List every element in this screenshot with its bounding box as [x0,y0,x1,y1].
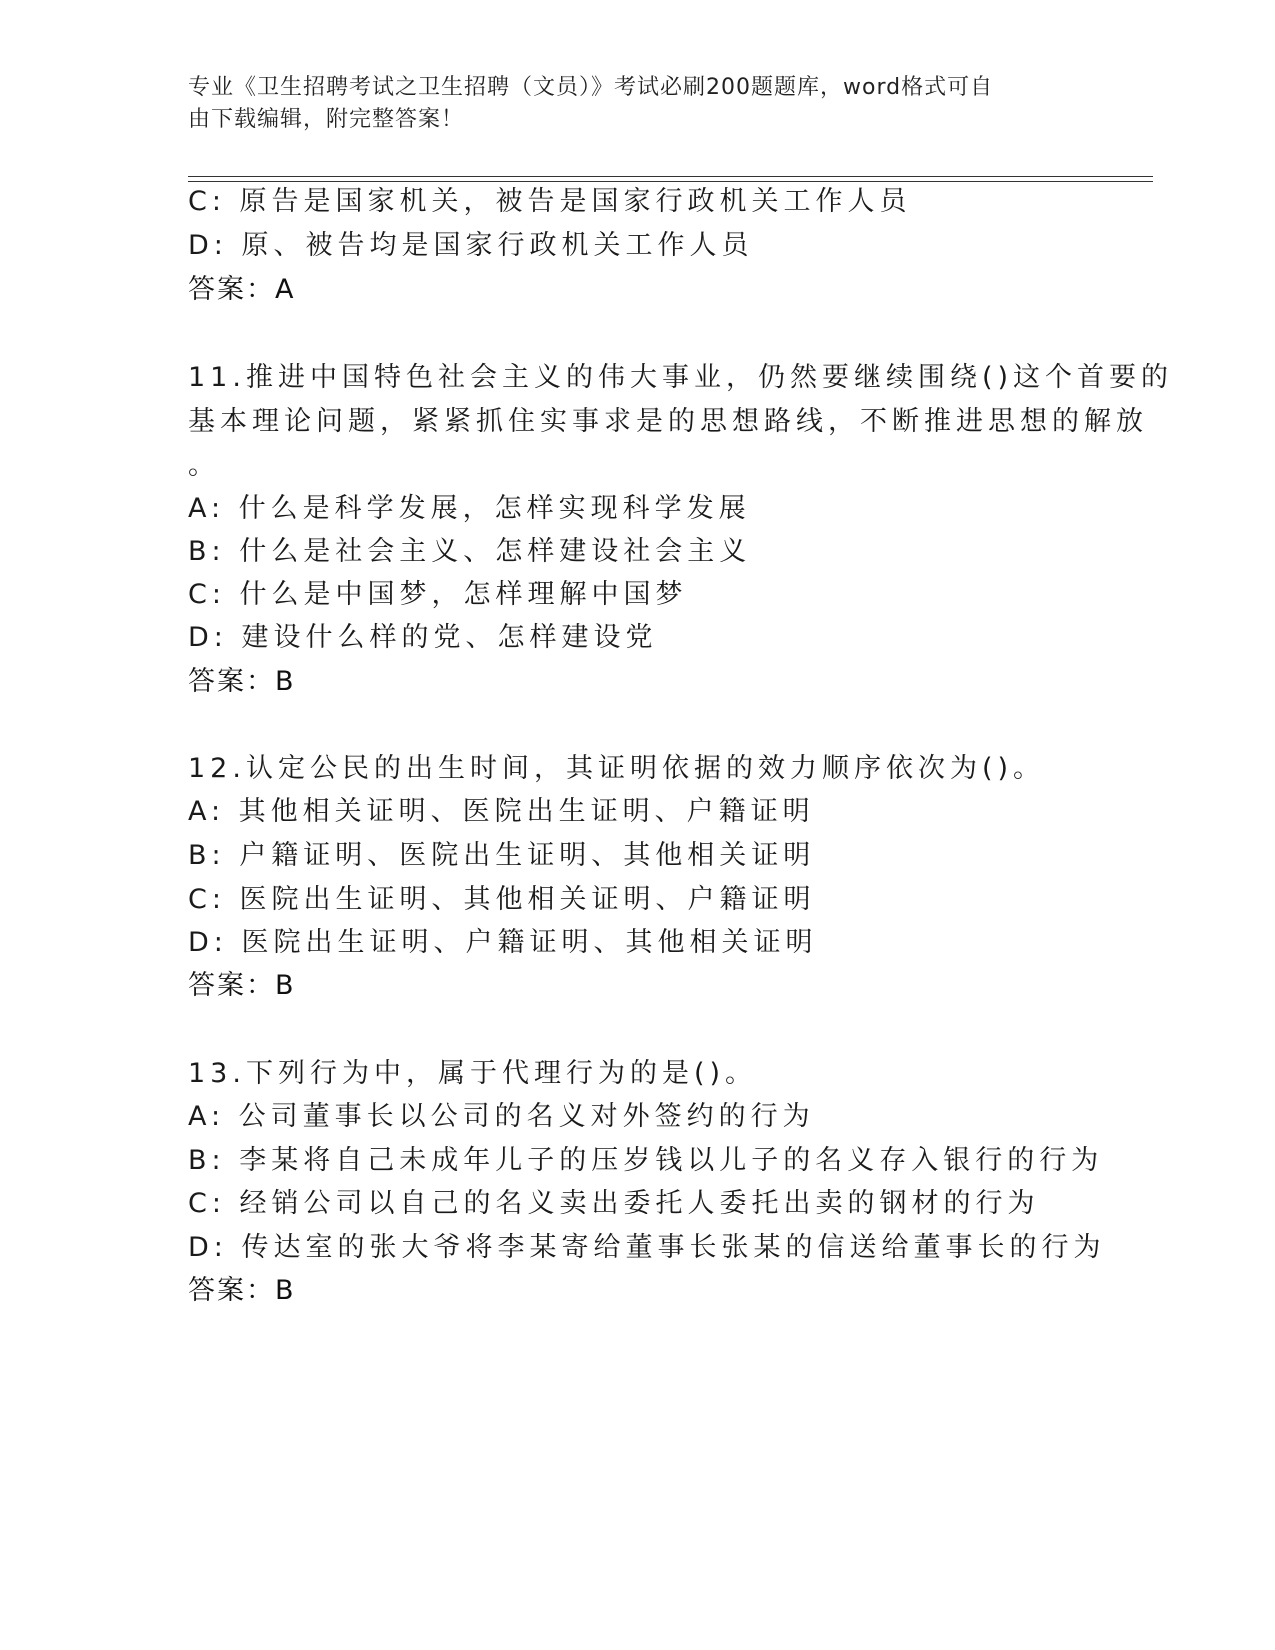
header-line-1: 专业《卫生招聘考试之卫生招聘（文员）》考试必刷200题题库，word格式可自 [188,75,994,100]
q12-option-c: C: 医院出生证明、其他相关证明、户籍证明 [188,884,816,915]
q11-option-d: D: 建设什么样的党、怎样建设党 [188,622,658,653]
q13-option-c: C: 经销公司以自己的名义卖出委托人委托出卖的钢材的行为 [188,1188,1040,1219]
q11-option-a: A: 什么是科学发展，怎样实现科学发展 [188,493,751,524]
q13-option-d: D: 传达室的张大爷将李某寄给董事长张某的信送给董事长的行为 [188,1232,1106,1263]
q11-stem-line-1: 11.推进中国特色社会主义的伟大事业，仍然要继续围绕()这个首要的 [188,362,1174,393]
q12-option-a: A: 其他相关证明、医院出生证明、户籍证明 [188,796,815,827]
q12-option-d: D: 医院出生证明、户籍证明、其他相关证明 [188,927,818,958]
q13-stem-line-1: 13.下列行为中，属于代理行为的是()。 [188,1058,758,1089]
q10-answer: 答案：A [188,274,296,305]
q11-answer: 答案：B [188,666,296,697]
q10-option-c: C: 原告是国家机关，被告是国家行政机关工作人员 [188,186,912,217]
q10-option-d: D: 原、被告均是国家行政机关工作人员 [188,230,754,261]
q13-answer: 答案：B [188,1275,296,1306]
q12-answer: 答案：B [188,970,296,1001]
q13-option-b: B: 李某将自己未成年儿子的压岁钱以儿子的名义存入银行的行为 [188,1145,1104,1176]
q11-option-b: B: 什么是社会主义、怎样建设社会主义 [188,536,752,567]
q12-option-b: B: 户籍证明、医院出生证明、其他相关证明 [188,840,816,871]
header-divider-bottom [188,181,1153,182]
q11-option-c: C: 什么是中国梦，怎样理解中国梦 [188,579,688,610]
q11-stem-line-2: 基本理论问题，紧紧抓住实事求是的思想路线，不断推进思想的解放 [188,406,1148,437]
q12-stem-line-1: 12.认定公民的出生时间，其证明依据的效力顺序依次为()。 [188,753,1046,784]
header-divider-top [188,176,1153,177]
q11-stem-line-3: 。 [188,450,220,481]
document-header [188,72,1088,136]
q13-option-a: A: 公司董事长以公司的名义对外签约的行为 [188,1101,815,1132]
header-line-2: 由下载编辑，附完整答案！ [188,107,465,132]
